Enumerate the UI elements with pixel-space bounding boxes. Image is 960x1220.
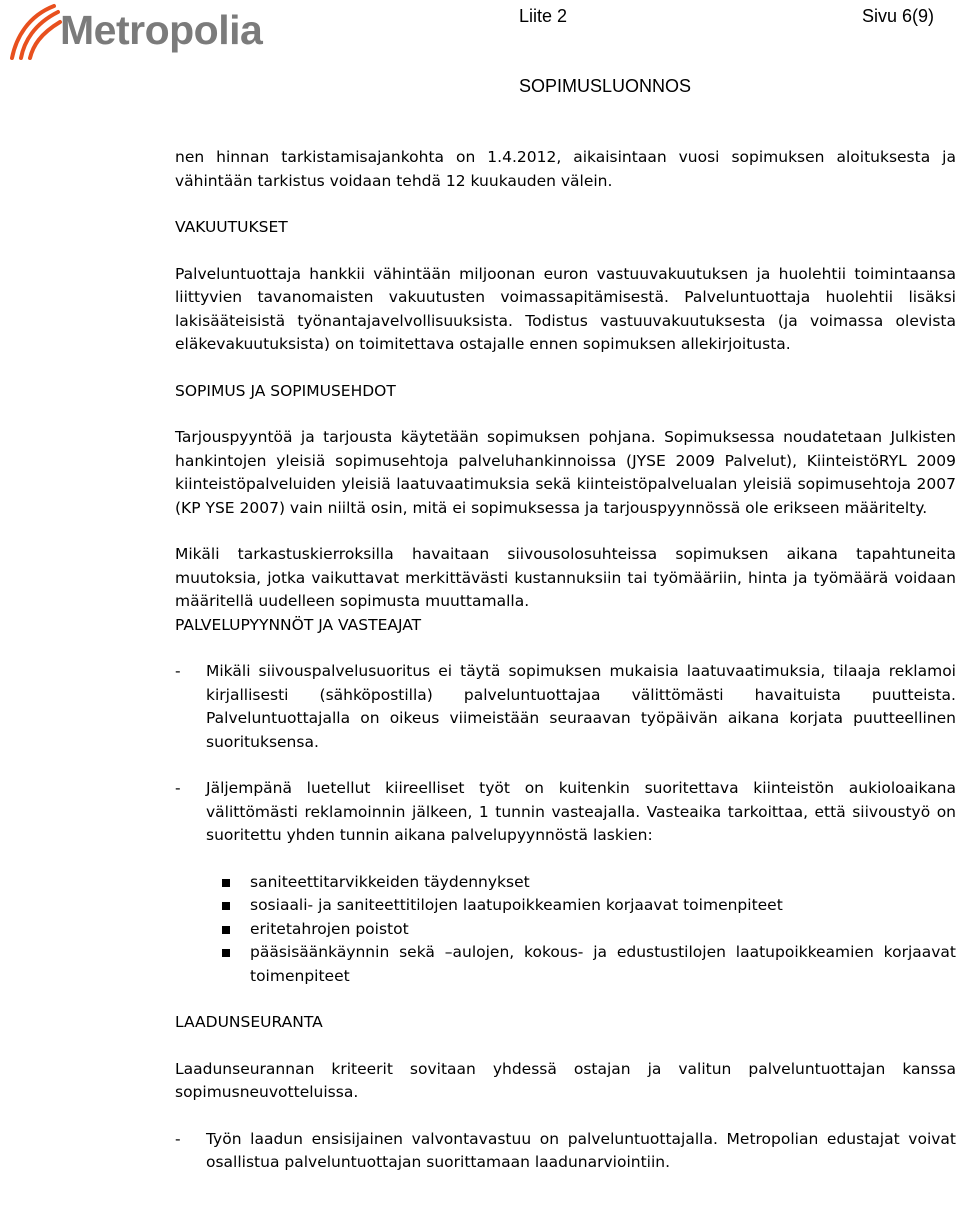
- urgent-task: sosiaali- ja saniteettitilojen laatupoikkeamien korjaavat toimenpiteet: [250, 896, 783, 914]
- list-item: [221, 941, 956, 988]
- contract-paragraph-1: Tarjouspyyntöä ja tarjousta käytetään sopimuksen pohjana. Sopimuksessa noudatetaan Julkisten hankintojen yleisiä sopimusehtoja palveluhankinnoissa (JYSE 2009 Palvelut), KiinteistöRYL 2009 kiinteistöpalveluiden yleisiä laatuvaatimuksia sekä kiinteistöpalvelualan yleisiä sopimusehtoja 2007 (KP YSE 2007) vain niiltä osin, mitä ei sopimuksessa ja tarjouspyynnössä ole erikseen määritelty.: [175, 428, 956, 517]
- dash-marker: -: [175, 779, 181, 797]
- quality-heading: LAADUNSEURANTA: [175, 1013, 323, 1031]
- requests-item-2: Jäljempänä luetellut kiireelliset työt on kuitenkin suoritettava kiinteistön aukioloaikana välittömästi reklamoinnin jälkeen, 1 tunnin vasteajalla. Vasteaika tarkoittaa, että siivoustyö on suoritettu yhden tunnin aikana palvelupyynnöstä laskien:: [206, 779, 956, 844]
- contract-heading: SOPIMUS JA SOPIMUSEHDOT: [175, 381, 396, 400]
- list-item: [221, 918, 956, 942]
- intro-paragraph: nen hinnan tarkistamisajankohta on 1.4.2012, aikaisintaan vuosi sopimuksen aloituksesta ja vähintään tarkistus voidaan tehdä 12 kuukauden välein.: [175, 148, 956, 190]
- urgent-task: pääsisäänkäynnin sekä –aulojen, kokous- ja edustustilojen laatupoikkeamien korjaavat toimenpiteet: [250, 943, 956, 985]
- page-number: Sivu 6(9): [862, 6, 935, 26]
- urgent-task: saniteettitarvikkeiden täydennykset: [250, 872, 530, 891]
- list-item: [175, 1128, 956, 1175]
- dash-marker: -: [175, 662, 181, 680]
- draft-label: SOPIMUSLUONNOS: [519, 76, 692, 96]
- requests-heading: PALVELUPYYNNÖT JA VASTEAJAT: [175, 615, 422, 634]
- urgent-task: eritetahrojen poistot: [250, 919, 409, 938]
- logo-wordmark: Metropolia: [60, 7, 263, 53]
- quality-item-1: Työn laadun ensisijainen valvontavastuu on palveluntuottajalla. Metropolian edustajat voivat osallistua palveluntuottajan suorittamaan laadunarviointiin.: [206, 1129, 956, 1171]
- document-body: [175, 146, 956, 1175]
- insurance-paragraph: Palveluntuottaja hankkii vähintään miljoonan euron vastuuvakuutuksen ja huolehtii toimintaansa liittyvien tavanomaisten vakuutusten voimassapitämisestä. Palveluntuottaja huolehtii lisäksi lakisääteisistä työnantajavelvollisuuksista. Todistus vastuuvakuutuksesta (ja voimassa olevista eläkevakuutuksista) on toimitettava ostajalle ennen sopimuksen allekirjoitusta.: [175, 264, 956, 353]
- insurance-heading: VAKUUTUKSET: [175, 218, 288, 236]
- quality-paragraph: Laadunseurannan kriteerit sovitaan yhdessä ostajan ja valitun palveluntuottajan kanssa sopimusneuvotteluissa.: [175, 1059, 956, 1101]
- contract-paragraph-2: Mikäli tarkastuskierroksilla havaitaan siivousolosuhteissa sopimuksen aikana tapahtuneita muutoksia, jotka vaikuttavat merkittävästi kustannuksiin tai työmääriin, hinta ja työmäärä voidaan määritellä uudelleen sopimusta muuttamalla.: [175, 545, 956, 610]
- attachment-label: Liite 2: [519, 6, 568, 26]
- dash-marker: -: [175, 1129, 181, 1148]
- logo-swoosh-icon: [6, 2, 66, 60]
- urgent-tasks-list: [221, 871, 956, 989]
- list-item: [221, 894, 956, 918]
- list-item: [175, 660, 956, 754]
- metropolia-logo: [6, 2, 266, 60]
- list-item: [221, 871, 956, 895]
- requests-item-1: Mikäli siivouspalvelusuoritus ei täytä sopimuksen mukaisia laatuvaatimuksia, tilaaja reklamoi kirjallisesti (sähköpostilla) palveluntuottajaa välittömästi havaituista puutteista. Palveluntuottajalla on oikeus viimeistään seuraavan työpäivän aikana korjata puutteellinen suorituksensa.: [206, 662, 956, 751]
- list-item: [175, 777, 956, 848]
